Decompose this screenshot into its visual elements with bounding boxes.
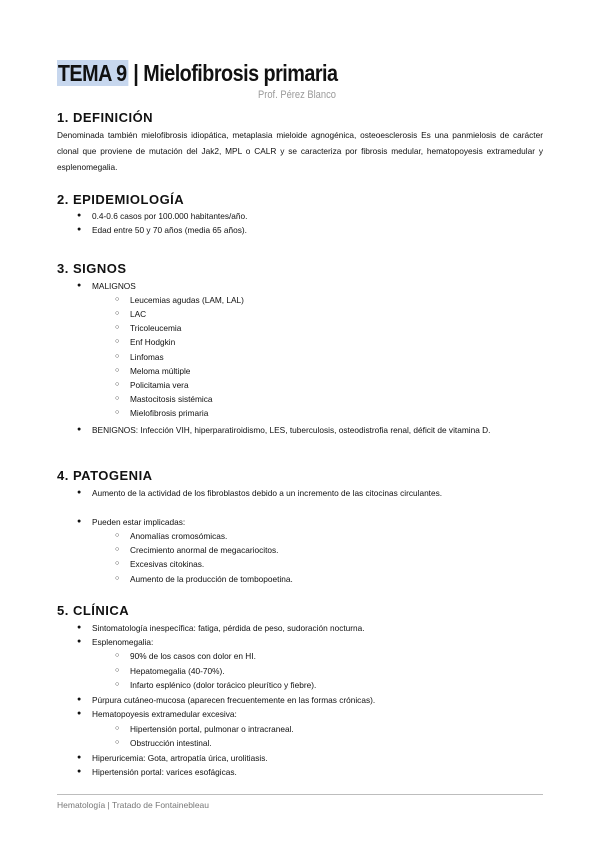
- list-item-malignos: MALIGNOS: [92, 281, 136, 291]
- sub-bullet-icon: ○: [115, 532, 120, 539]
- sub-bullet-icon: ○: [115, 353, 120, 360]
- bullet-icon: ●: [77, 282, 82, 289]
- sub-bullet-icon: ○: [115, 681, 120, 688]
- title-topic: Mielofibrosis primaria: [143, 60, 338, 86]
- section-heading-patogenia: 4. PATOGENIA: [57, 468, 153, 483]
- list-item: 0.4-0.6 casos por 100.000 habitantes/año.: [92, 211, 248, 221]
- list-item: Aumento de la actividad de los fibroblastos debido a un incremento de las citocinas circulantes.: [92, 488, 443, 498]
- section-heading-clinica: 5. CLÍNICA: [57, 603, 130, 618]
- page-title: [57, 58, 337, 88]
- sub-list-item: Enf Hodgkin: [130, 337, 176, 347]
- list-item: Púrpura cutáneo-mucosa (aparecen frecuentemente en las formas crónicas).: [92, 695, 376, 705]
- footer-divider: [57, 794, 543, 795]
- list-item: Esplenomegalia:: [92, 637, 154, 647]
- bullet-icon: ●: [77, 696, 82, 703]
- bullet-icon: ●: [77, 489, 82, 496]
- footer-text: Hematología | Tratado de Fontainebleau: [57, 800, 210, 810]
- sub-list-item: Obstrucción intestinal.: [130, 738, 212, 748]
- sub-bullet-icon: ○: [115, 575, 120, 582]
- section-heading-epidemiologia: 2. EPIDEMIOLOGÍA: [57, 192, 185, 207]
- sub-list-item: Anomalías cromosómicas.: [130, 531, 228, 541]
- sub-bullet-icon: ○: [115, 652, 120, 659]
- sub-list-item: Leucemias agudas (LAM, LAL): [130, 295, 244, 305]
- sub-list-item: Crecimiento anormal de megacariocitos.: [130, 545, 279, 555]
- sub-bullet-icon: ○: [115, 725, 120, 732]
- sub-bullet-icon: ○: [115, 546, 120, 553]
- list-item-benignos: BENIGNOS: Infección VIH, hiperparatiroidismo, LES, tuberculosis, osteodistrofia renal, déficit de vitamina D.: [92, 425, 491, 435]
- bullet-icon: ●: [77, 226, 82, 233]
- sub-list-item: Infarto esplénico (dolor torácico pleurítico y fiebre).: [130, 680, 317, 690]
- bullet-icon: ●: [77, 768, 82, 775]
- sub-list-item: LAC: [130, 309, 147, 319]
- title-highlight: TEMA 9: [57, 60, 127, 86]
- list-item: Pueden estar implicadas:: [92, 517, 186, 527]
- definicion-text: Denominada también mielofibrosis idiopática, metaplasia mieloide agnogénica, osteoesclerosis Es una panmielosis de carácter clonal que proviene de mutación del Jak2, MPL o CALR y se caracteriza por fibrosis medular, hematopoyesis extramedular y esplenomegalia.: [57, 130, 543, 172]
- sub-list-item: Meloma múltiple: [130, 366, 191, 376]
- sub-bullet-icon: ○: [115, 395, 120, 402]
- sub-list-item: Excesivas citokinas.: [130, 559, 205, 569]
- bullet-icon: ●: [77, 426, 82, 433]
- sub-bullet-icon: ○: [115, 667, 120, 674]
- sub-list-item: Hepatomegalia (40-70%).: [130, 666, 225, 676]
- sub-list-item: Mastocitosis sistémica: [130, 394, 213, 404]
- sub-bullet-icon: ○: [115, 338, 120, 345]
- sub-list-item: Tricoleucemia: [130, 323, 182, 333]
- sub-bullet-icon: ○: [115, 367, 120, 374]
- bullet-icon: ●: [77, 518, 82, 525]
- author: Prof. Pérez Blanco: [258, 89, 336, 101]
- sub-bullet-icon: ○: [115, 381, 120, 388]
- list-item: Hiperuricemia: Gota, artropatía úrica, urolitiasis.: [92, 753, 268, 763]
- sub-bullet-icon: ○: [115, 409, 120, 416]
- sub-list-item: Mielofibrosis primaria: [130, 408, 209, 418]
- section-heading-definicion: 1. DEFINICIÓN: [57, 110, 154, 125]
- sub-bullet-icon: ○: [115, 324, 120, 331]
- title-separator: |: [128, 60, 144, 86]
- list-item: Edad entre 50 y 70 años (media 65 años).: [92, 225, 247, 235]
- list-item: Sintomatología inespecífica: fatiga, pérdida de peso, sudoración nocturna.: [92, 623, 365, 633]
- sub-list-item: Aumento de la producción de tombopoetina.: [130, 574, 293, 584]
- bullet-icon: ●: [77, 624, 82, 631]
- sub-bullet-icon: ○: [115, 296, 120, 303]
- sub-list-item: Hipertensión portal, pulmonar o intracraneal.: [130, 724, 294, 734]
- bullet-icon: ●: [77, 754, 82, 761]
- sub-list-item: Linfomas: [130, 352, 164, 362]
- sub-list-item: 90% de los casos con dolor en HI.: [130, 651, 256, 661]
- sub-list-item: Policitamia vera: [130, 380, 189, 390]
- list-item: Hematopoyesis extramedular excesiva:: [92, 709, 237, 719]
- bullet-icon: ●: [77, 710, 82, 717]
- section-heading-signos: 3. SIGNOS: [57, 261, 127, 276]
- sub-bullet-icon: ○: [115, 310, 120, 317]
- list-item: Hipertensión portal: varices esofágicas.: [92, 767, 237, 777]
- sub-bullet-icon: ○: [115, 560, 120, 567]
- sub-bullet-icon: ○: [115, 739, 120, 746]
- bullet-icon: ●: [77, 212, 82, 219]
- bullet-icon: ●: [77, 638, 82, 645]
- title-block: [57, 58, 383, 88]
